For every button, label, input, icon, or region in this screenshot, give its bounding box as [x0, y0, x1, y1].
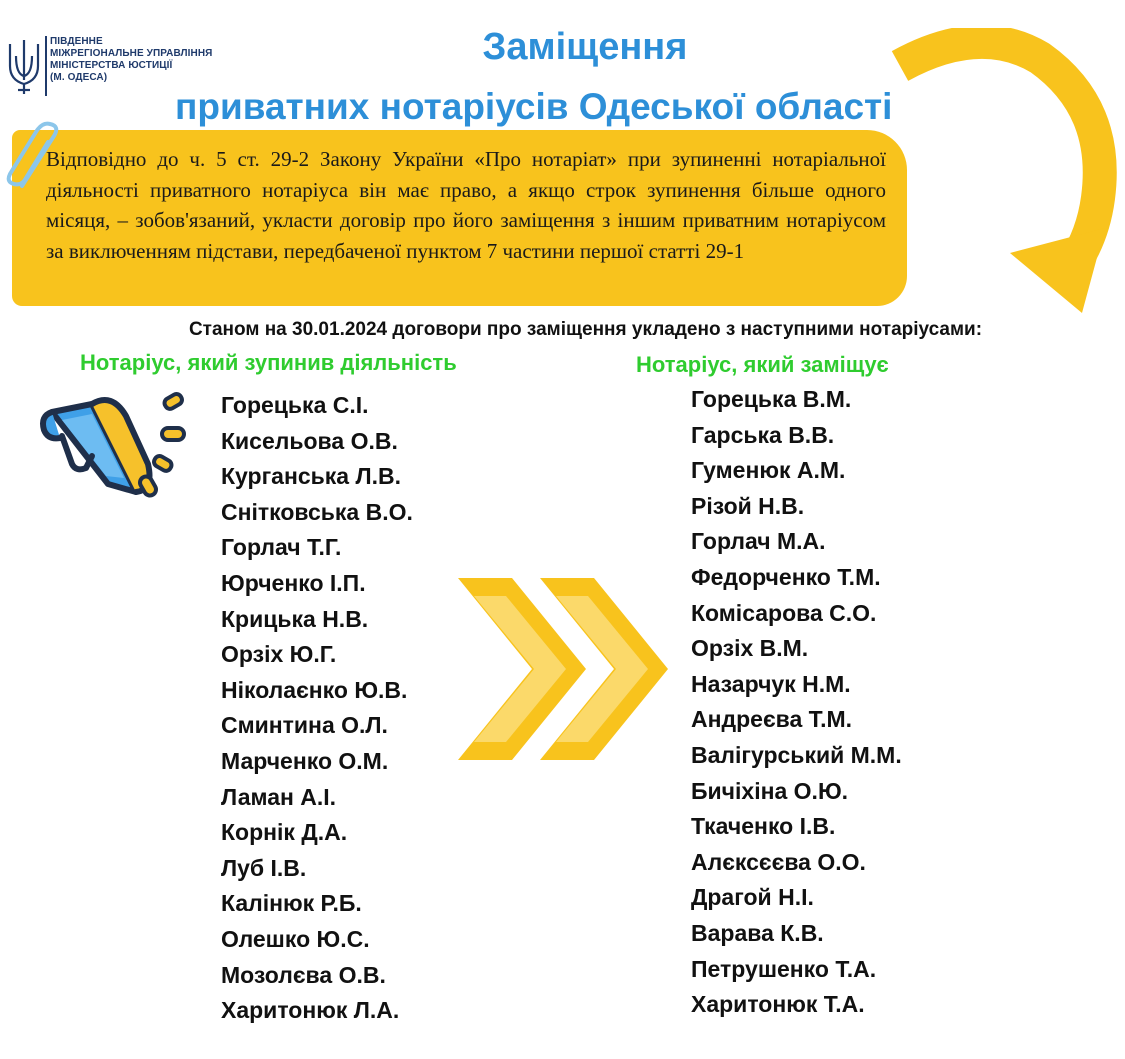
replacing-notary-name: Горлач М.А. [691, 528, 826, 555]
replacing-notary-name: Федорченко Т.М. [691, 563, 881, 590]
suspended-notary-name: Юрченко І.П. [221, 569, 366, 596]
replacing-notary-name: Різой Н.В. [691, 492, 805, 519]
replacing-notary-name: Орзіх В.М. [691, 635, 809, 662]
suspended-notaries-list [221, 388, 413, 1029]
suspended-notary-name: Снітковська В.О. [221, 498, 413, 525]
megaphone-icon [34, 372, 190, 508]
double-chevron-icon [458, 578, 668, 760]
suspended-notary-name: Курганська Л.В. [221, 463, 401, 490]
notice-text: Відповідно до ч. 5 ст. 29-2 Закону України «Про нотаріат» при зупиненні нотаріальної діяльності приватного нотаріуса він має право, а якщо строк зупинення більше одного місяця, – зобов'язаний, укласти договір про його заміщення з іншим приватним нотаріусом за виключенням підстави, передбаченої пунктом 7 частини першої статті 29-1 [46, 147, 886, 263]
replacing-notaries-list [691, 382, 902, 1023]
replacing-notary-name: Харитонюк Т.А. [691, 991, 865, 1018]
replacing-notary-name: Назарчук Н.М. [691, 670, 851, 697]
paperclip-icon [4, 120, 68, 192]
suspended-notary-name: Ламан А.І. [221, 783, 337, 810]
replacing-notary-name: Варава К.В. [691, 919, 824, 946]
org-line-2: МІЖРЕГІОНАЛЬНЕ УПРАВЛІННЯ [50, 48, 213, 59]
replacing-notary-name: Бичіхіна О.Ю. [691, 777, 849, 804]
suspended-notary-name: Крицька Н.В. [221, 605, 369, 632]
page-title-line-1: Заміщення [482, 26, 688, 68]
replacing-notary-name: Горецька В.М. [691, 386, 852, 412]
org-line-1: ПІВДЕННЕ [50, 36, 103, 47]
replacing-notary-name: Драгой Н.І. [691, 884, 814, 911]
replacing-notary-name: Гуменюк А.М. [691, 457, 846, 484]
suspended-notary-name: Горлач Т.Г. [221, 534, 342, 561]
replacing-notary-name: Комісарова С.О. [691, 599, 877, 626]
org-line-3: МІНІСТЕРСТВА ЮСТИЦІЇ [50, 60, 173, 71]
suspended-notary-name: Харитонюк Л.А. [221, 997, 400, 1024]
suspended-notary-name: Орзіх Ю.Г. [221, 641, 337, 668]
suspended-notary-name: Горецька С.І. [221, 392, 369, 418]
suspended-notary-name: Олешко Ю.С. [221, 925, 370, 952]
suspended-notary-name: Луб І.В. [221, 854, 307, 881]
status-date-line: Станом на 30.01.2024 договори про заміщення укладено з наступними нотаріусами: [188, 319, 983, 340]
suspended-notary-name: Сминтина О.Л. [221, 712, 388, 739]
suspended-notary-name: Марченко О.М. [221, 747, 389, 774]
suspended-notary-name: Кисельова О.В. [221, 427, 398, 454]
suspended-notary-name: Калінюк Р.Б. [221, 890, 362, 917]
suspended-notary-name: Мозолєва О.В. [221, 961, 386, 988]
replacing-notary-name: Петрушенко Т.А. [691, 955, 877, 982]
right-column-header: Нотаріус, який заміщує [636, 352, 889, 377]
replacing-notary-name: Андреєва Т.М. [691, 706, 853, 733]
replacing-notary-name: Валігурський М.М. [691, 741, 902, 768]
replacing-notary-name: Гарська В.В. [691, 421, 835, 448]
suspended-notary-name: Ніколаєнко Ю.В. [221, 676, 408, 703]
suspended-notary-name: Корнік Д.А. [221, 819, 348, 846]
page-title-line-2: приватних нотаріусів Одеської області [175, 86, 893, 127]
org-line-4: (М. ОДЕСА) [50, 72, 108, 83]
replacing-notary-name: Алєксєєва О.О. [691, 848, 866, 875]
left-column-header: Нотаріус, який зупинив діяльність [80, 350, 457, 375]
replacing-notary-name: Ткаченко І.В. [691, 813, 836, 840]
